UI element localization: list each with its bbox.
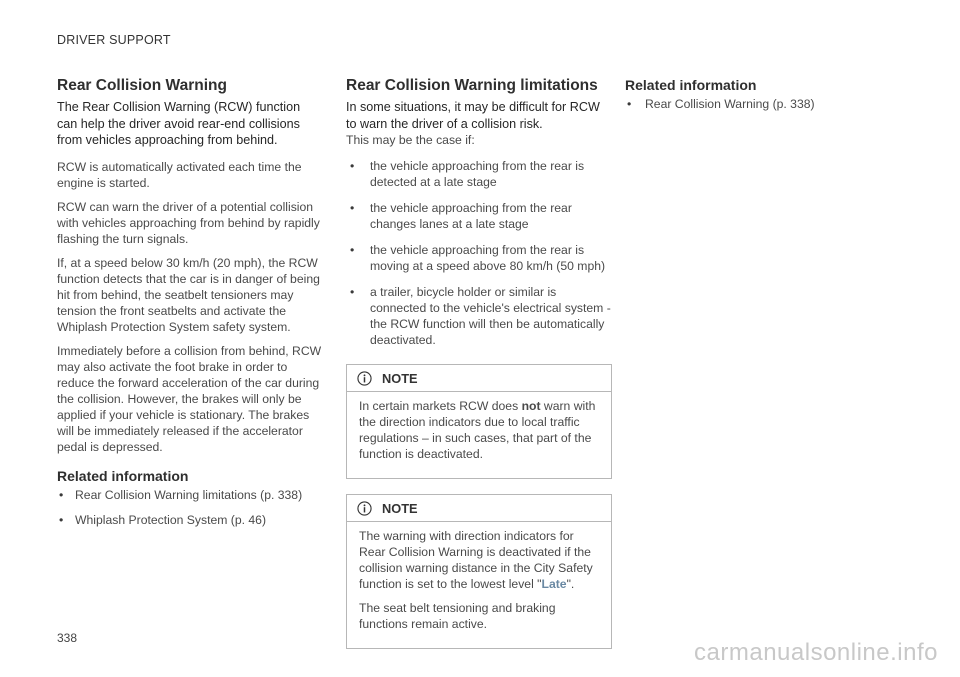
bullet-icon: • xyxy=(350,243,355,257)
note-title: NOTE xyxy=(382,500,418,516)
column-rear-collision-warning xyxy=(57,76,323,537)
column-rcw-limitations xyxy=(346,76,612,664)
list-item: • a trailer, bicycle holder or similar is connected to the vehicle's electrical system - the RCW function will then be automatically deactivated. xyxy=(350,285,611,347)
related-information-heading: Related information xyxy=(625,77,757,93)
related-information-heading: Related information xyxy=(57,467,189,484)
bullet-icon: • xyxy=(59,512,64,527)
limitations-list xyxy=(346,158,612,348)
lead-paragraph: In some situations, it may be difficult for RCW to warn the driver of a collision risk. xyxy=(346,100,600,131)
bullet-icon: • xyxy=(59,487,64,502)
list-item: • the vehicle approaching from the rear changes lanes at a late stage xyxy=(350,201,572,231)
bullet-icon: • xyxy=(350,201,355,215)
watermark: carmanualsonline.info xyxy=(694,639,938,666)
related-information-list xyxy=(625,96,905,112)
related-link[interactable]: • Rear Collision Warning limitations (p. 338) xyxy=(59,487,303,502)
body-paragraph: Immediately before a collision from behind, RCW may also activate the foot brake in order to reduce the forward acceleration of the car during the collision. However, the brakes will only be applied if your vehicle is stationary. The brakes will be immediately released if the accelerator pedal is depressed. xyxy=(57,343,322,454)
bullet-icon: • xyxy=(350,159,355,173)
info-icon xyxy=(357,501,372,516)
body-paragraph: RCW is automatically activated each time the engine is started. xyxy=(57,159,302,190)
related-information-list xyxy=(57,487,323,528)
bullet-icon: • xyxy=(627,97,632,111)
note-text: In certain markets RCW does not warn with the direction indicators due to local traffic regulations – in such cases, that part of the function is deactivated. xyxy=(359,399,596,461)
section-title: Rear Collision Warning limitations xyxy=(346,77,598,94)
section-title: Rear Collision Warning xyxy=(57,77,227,94)
list-item: • the vehicle approaching from the rear is moving at a speed above 80 km/h (50 mph) xyxy=(350,243,606,273)
note-box xyxy=(346,364,612,479)
note-header xyxy=(347,365,611,392)
column-related xyxy=(625,76,905,121)
list-item: • the vehicle approaching from the rear is detected at a late stage xyxy=(350,159,585,189)
note-box xyxy=(346,494,612,649)
note-text: The seat belt tensioning and braking functions remain active. xyxy=(359,601,556,631)
info-icon xyxy=(357,371,372,386)
body-paragraph: RCW can warn the driver of a potential collision with vehicles approaching from behind by rapidly flashing the turn signals. xyxy=(57,199,320,246)
lead-paragraph: The Rear Collision Warning (RCW) function can help the driver avoid rear-end collisions from vehicles approaching from behind. xyxy=(57,100,301,147)
note-title: NOTE xyxy=(382,370,418,386)
bullet-icon: • xyxy=(350,285,355,299)
note-header xyxy=(347,495,611,522)
page-number: 338 xyxy=(57,631,78,645)
intro-text: This may be the case if: xyxy=(346,133,475,147)
setting-value-late: Late xyxy=(541,577,567,591)
body-paragraph: If, at a speed below 30 km/h (20 mph), the RCW function detects that the car is in danger of being hit from behind, the seatbelt tensioners may tension the front seatbelts and activate the Whiplash Protection System safety system. xyxy=(57,255,320,334)
related-link[interactable]: • Rear Collision Warning (p. 338) xyxy=(627,97,815,111)
section-header: DRIVER SUPPORT xyxy=(57,33,171,47)
note-text: The warning with direction indicators for Rear Collision Warning is deactivated if the collision warning distance in the City Safety function is set to the lowest level "Late". xyxy=(359,529,593,591)
related-link[interactable]: • Whiplash Protection System (p. 46) xyxy=(59,512,267,527)
